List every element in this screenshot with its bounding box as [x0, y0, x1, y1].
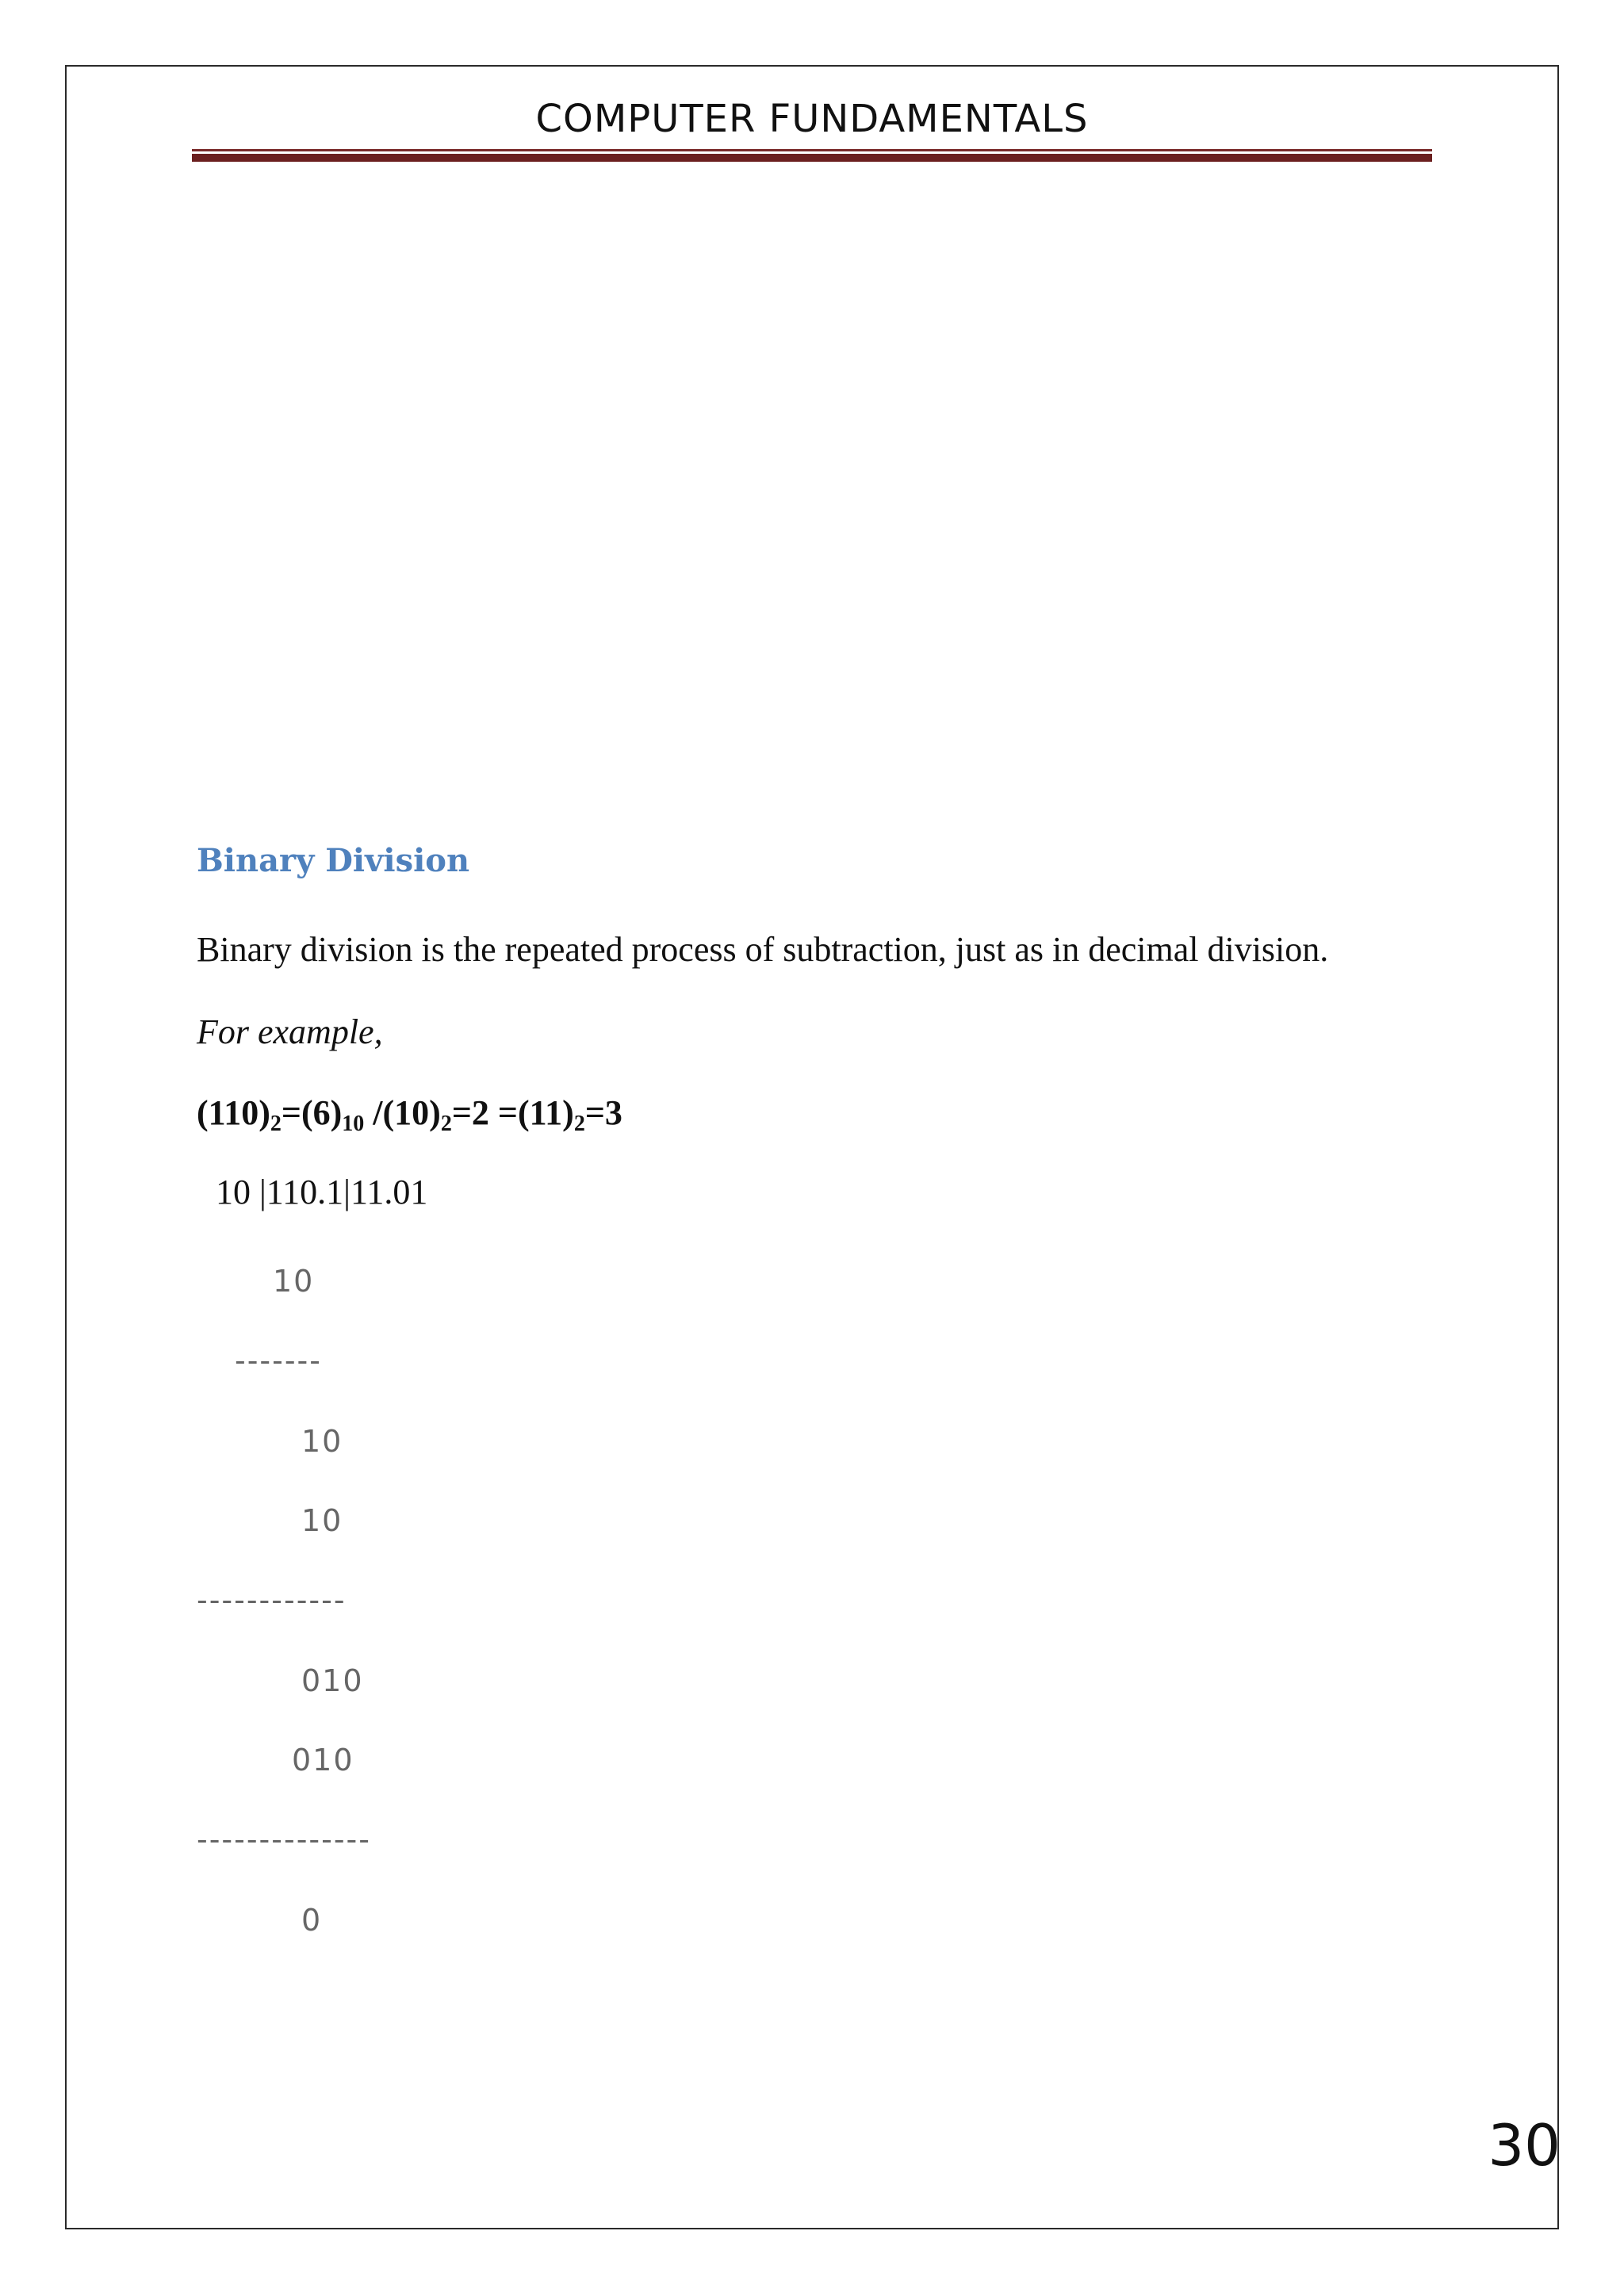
- section-heading: Binary Division: [197, 842, 470, 879]
- equation-subscript: 2: [440, 1112, 452, 1136]
- work-line: 010: [292, 1743, 354, 1777]
- equation-subscript: 2: [573, 1112, 585, 1136]
- work-remainder: 0: [301, 1903, 323, 1938]
- work-line: 10: [301, 1424, 343, 1459]
- work-line: 010: [301, 1663, 364, 1698]
- division-equation: [197, 1093, 622, 1137]
- work-separator: --------------: [197, 1822, 371, 1857]
- work-line: 10: [273, 1264, 315, 1299]
- equation-part: /(10): [364, 1093, 441, 1132]
- page-number: 30: [1488, 2112, 1561, 2179]
- equation-part: =3: [584, 1093, 622, 1132]
- long-division-line: 10 |110.1|11.01: [216, 1173, 428, 1211]
- header-rule-thick: [192, 154, 1432, 162]
- body-paragraph: Binary division is the repeated process of subtraction, just as in decimal division.: [197, 930, 1329, 969]
- equation-subscript: 2: [270, 1112, 282, 1136]
- work-separator: ------------: [197, 1582, 347, 1617]
- running-header: COMPUTER FUNDAMENTALS: [535, 97, 1089, 141]
- equation-subscript: 10: [342, 1112, 365, 1136]
- header-rule-thin: [192, 149, 1432, 151]
- equation-part: =2 =(11): [451, 1093, 574, 1132]
- equation-part: =(6): [281, 1093, 343, 1132]
- example-label: For example,: [197, 1012, 383, 1051]
- equation-part: (110): [197, 1093, 270, 1132]
- page-border: [65, 65, 1559, 2229]
- work-separator: -------: [235, 1343, 322, 1378]
- work-line: 10: [301, 1503, 343, 1538]
